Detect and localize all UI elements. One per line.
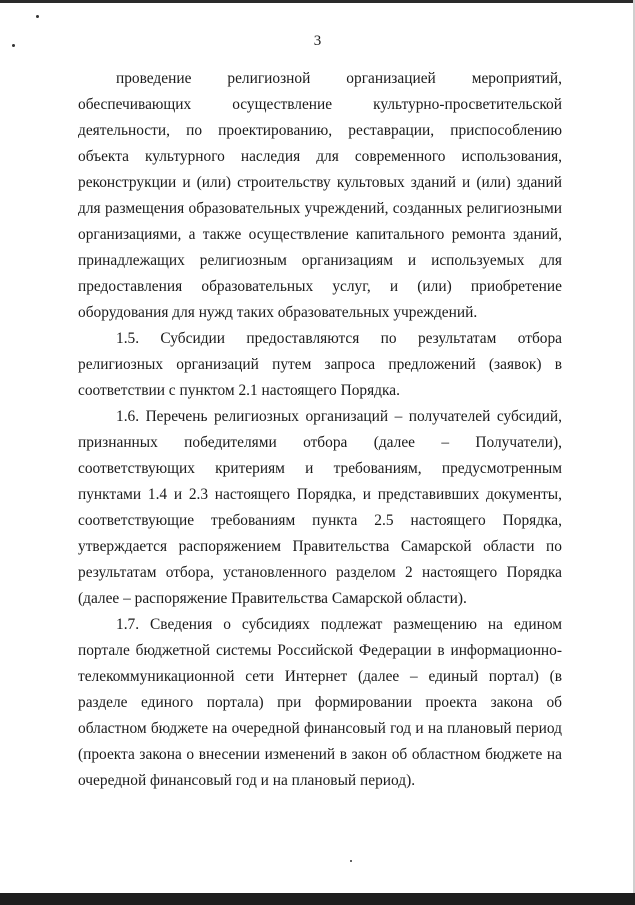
document-body: [78, 66, 562, 794]
scan-speck: [350, 860, 352, 862]
scan-top-edge: [0, 0, 635, 3]
page-number: 3: [313, 33, 322, 49]
paragraph-1-7: 1.7. Сведения о субсидиях подлежат размещению на едином портале бюджетной системы Российской Федерации в информационно-телекоммуникационной сети Интернет (далее – единый портал) (в разделе единого портала) при формировании проекта закона об областном бюджете на очередной финансовый год и на плановый период (проекта закона о внесении изменений в закон об областном бюджете на очередной финансовый год и на плановый период).: [78, 616, 562, 789]
paragraph-continuation: проведение религиозной организацией мероприятий, обеспечивающих осуществление культурно-просветительской деятельности, по проектированию, реставрации, приспособлению объекта культурного наследия для современного использования, реконструкции и (или) строительству культовых зданий и (или) зданий для размещения образовательных учреждений, созданных религиозными организациями, а также осуществление капитального ремонта зданий, принадлежащих религиозным организациям и используемых для предоставления образовательных услуг, и (или) приобретение оборудования для нужд таких образовательных учреждений.: [78, 70, 562, 321]
paragraph-1-6: 1.6. Перечень религиозных организаций – получателей субсидий, признанных победителями отбора (далее – Получатели), соответствующих критериям и требованиям, предусмотренным пунктами 1.4 и 2.3 настоящего Порядка, и представивших документы, соответствующие требованиям пункта 2.5 настоящего Порядка, утверждается распоряжением Правительства Самарской области по результатам отбора, установленного разделом 2 настоящего Порядка (далее – распоряжение Правительства Самарской области).: [78, 408, 562, 607]
scan-speck: [36, 15, 39, 18]
paragraph-1-5: 1.5. Субсидии предоставляются по результатам отбора религиозных организаций путем запроса предложений (заявок) в соответствии с пунктом 2.1 настоящего Порядка.: [78, 330, 562, 399]
scan-bottom-edge: [0, 893, 635, 905]
